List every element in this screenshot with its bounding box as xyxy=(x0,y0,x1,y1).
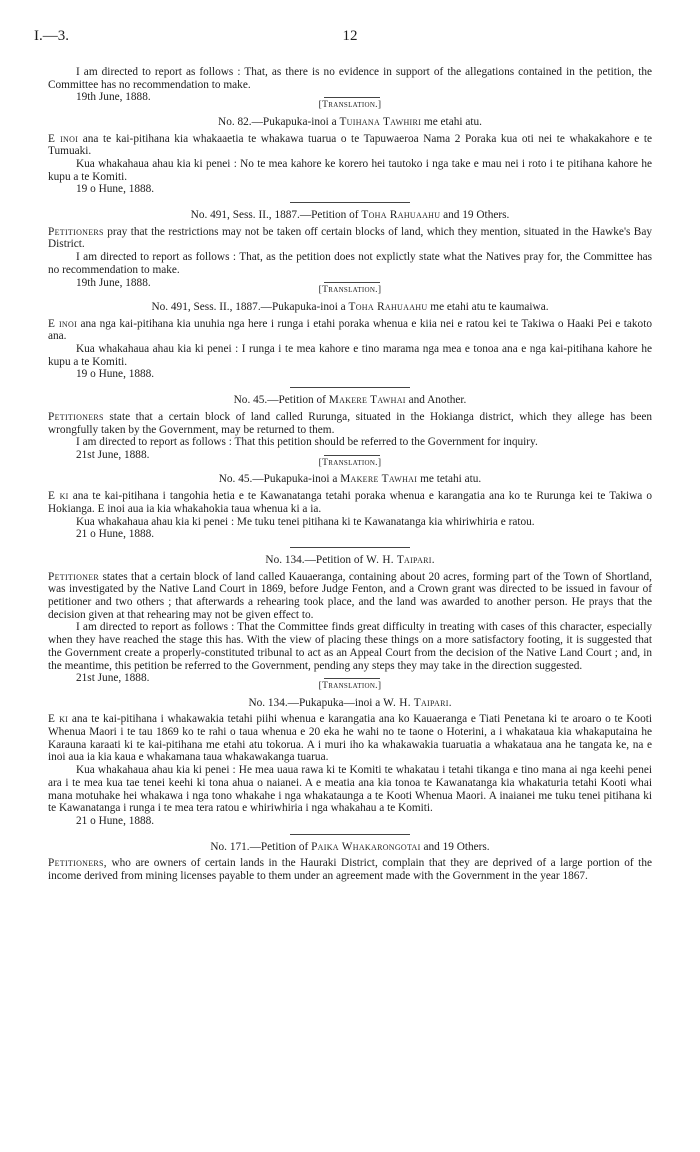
short-rule xyxy=(324,678,380,679)
petitioner-name: W. H. Taipari xyxy=(366,553,432,566)
paragraph-text: state that a certain block of land called Rurunga, situated in the Hokianga district, which they allege has been wrongfully taken by the Government, may be returned to them. xyxy=(48,410,652,436)
paragraph-lead: Petitioner xyxy=(48,570,100,583)
heading-number: No. 171.—Petition of xyxy=(210,840,309,853)
report-date: 19th June, 1888. xyxy=(76,91,151,104)
paragraph-text: ana te kai-pitihana kia whakaaetia te whakawa tuarua o te Tapuwaeroa Nama 2 Poraka kua oti nei te whakakahore e te Tumuaki. xyxy=(48,132,652,158)
paragraph-text: ana te kai-pitihana i whakawakia tetahi piihi whenua e karangatia ana ko Kauaeranga e Tiati Penetana ki te aroaro o te Kooti Whenua Maori i te tau 1869 ko te rahi o taua whenua e 20 eka he wahi no te taone o Hoterini, a i whakataua kia whakaputaina he Karauna karaati ki te kai-pitihana me etahi atu tokorua. A i muri iho ka whakawakia tuaruatia a whakataua ana he tangata ke, na e inoi aua ia kia kaua e whakamana taua whakawakanga tuarua. xyxy=(48,713,652,764)
paragraph-text: ana te kai-pitihana i tangohia hetia e te Kawanatanga tetahi poraka whenua e karangatia ana ko te Rurunga kei te Takiwa o Hokianga. E inoi aua ia kia whakahokia taua whenua ki a ia. xyxy=(48,490,653,515)
heading-suffix: . xyxy=(431,553,435,566)
report-paragraph: I am directed to report as follows : That this petition should be referred to the Government for inquiry. xyxy=(76,436,538,449)
petition-heading xyxy=(48,473,652,486)
translation-label: [Translation.] xyxy=(318,285,382,296)
heading-number: No. 491, Sess. II., 1887.—Petition of xyxy=(190,209,359,222)
petition-heading xyxy=(48,554,652,567)
translation-paragraph: Kua whakahaua ahau kia ki penei : I runga i te mea kahore e tino marama nga mea e tonoa ana e nga kai-pitihana kahore he kupu a te Komiti. xyxy=(48,343,652,368)
page-header xyxy=(34,28,666,48)
petitioner-name: Paika Whakarongotai xyxy=(311,840,421,853)
translation-date: 21 o Hune, 1888. xyxy=(76,528,155,541)
translation-label: [Translation.] xyxy=(318,100,382,111)
petition-paragraph xyxy=(48,571,652,622)
page-number: 12 xyxy=(342,28,358,44)
report-date: 21st June, 1888. xyxy=(76,672,150,685)
paragraph-lead: Petitioners, xyxy=(48,857,107,870)
section-rule xyxy=(290,547,410,548)
petition-heading xyxy=(48,841,652,854)
heading-suffix: and Another. xyxy=(408,394,467,407)
heading-suffix: me etahi atu te kaumaiwa. xyxy=(430,300,549,313)
heading-suffix: me etahi atu. xyxy=(423,115,482,128)
translation-paragraph: Kua whakahaua ahau kia ki penei : He mea uaua rawa ki te Komiti te whakatau i tetahi tikanga e tino mana ai nga keehi penei ara i te mea kua tae tenei keehi ki tona ahua o naianei. A e meatia ana kia tonoa te Kawanatanga kia whakaturia tetahi Kooti whai mana motuhake hei whakawa i nga tono whakahe i nga whakataunga a te Kooti Whenua Maori. A inaianei me tuku tenei pitihana ki te Kawanatanga i runga i te mea tera ratou e whiriwhiria i nga whakahau a te Komiti. xyxy=(48,764,652,815)
section-rule xyxy=(290,834,410,835)
heading-number: No. 134.—Pukapuka—inoi a xyxy=(248,696,381,709)
translation-date: 19 o Hune, 1888. xyxy=(76,368,155,381)
petition-heading xyxy=(48,209,652,222)
petitioner-name: Toha Rahuaahu xyxy=(361,209,441,222)
translation-paragraph xyxy=(48,490,652,515)
petitioner-name: Tuihana Tawhiri xyxy=(339,115,422,128)
translation-paragraph xyxy=(48,133,652,158)
petition-paragraph xyxy=(48,857,652,882)
petition-heading xyxy=(48,301,652,314)
petition-paragraph xyxy=(48,411,652,436)
petitioner-name: Makere Tawhai xyxy=(328,394,406,407)
translation-label: [Translation.] xyxy=(318,680,382,691)
paragraph-text: ana nga kai-pitihana kia unuhia nga here i runga i etahi poraka whenua e kiia nei e ratou kei te Takiwa o Haaki Pei e takoto ana. xyxy=(48,317,652,343)
heading-number: No. 491, Sess. II., 1887.—Pukapuka-inoi a xyxy=(151,300,346,313)
short-rule xyxy=(324,282,380,283)
paragraph-lead: E ki xyxy=(48,713,69,726)
paragraph-text: pray that the restrictions may not be taken off certain blocks of land, which they mention, situated in the Hawke's Bay District. xyxy=(48,225,652,251)
report-paragraph: I am directed to report as follows : That, as there is no evidence in support of the allegations contained in the petition, the Committee has no recommendation to make. xyxy=(48,66,652,91)
section-rule xyxy=(290,387,410,388)
translation-date: 19 o Hune, 1888. xyxy=(76,183,155,196)
paragraph-lead: E inoi xyxy=(48,132,79,145)
heading-number: No. 134.—Petition of xyxy=(265,553,364,566)
heading-suffix: and 19 Others. xyxy=(423,840,490,853)
paragraph-lead: Petitioners xyxy=(48,410,104,423)
short-rule xyxy=(324,455,380,456)
document-body xyxy=(48,66,652,883)
translation-paragraph xyxy=(48,713,652,764)
report-paragraph: I am directed to report as follows : That the Committee finds great difficulty in treating with cases of this character, especially when they have reached the stage this has. With the view of placing these things on a more satisfactory footing, it is suggested that the Government create a properly-constituted tribunal to act as an Appeal Court from the decision of the Native Land Court ; and, in the meantime, this petition be referred to the Government, pending any steps they may take in the direction suggested. xyxy=(48,621,652,672)
heading-suffix: and 19 Others. xyxy=(443,209,510,222)
section-rule xyxy=(290,202,410,203)
paragraph-lead: E inoi xyxy=(48,317,78,330)
paragraph-text: who are owners of certain lands in the Hauraki District, complain that they are deprived of a large portion of the income derived from mining licenses payable to them under an agreement made with the Government in the year 1867. xyxy=(48,857,652,883)
document-reference: I.—3. xyxy=(34,28,69,44)
translation-label: [Translation.] xyxy=(318,457,382,468)
translation-date: 21 o Hune, 1888. xyxy=(76,814,155,827)
report-date: 19th June, 1888. xyxy=(76,276,151,289)
heading-suffix: me tetahi atu. xyxy=(420,473,482,486)
heading-number: No. 82.—Pukapuka-inoi a xyxy=(218,115,337,128)
petition-paragraph xyxy=(48,226,652,251)
petition-heading xyxy=(48,697,652,710)
heading-suffix: . xyxy=(448,696,452,709)
petition-heading xyxy=(48,116,652,129)
report-paragraph: I am directed to report as follows : That, as the petition does not explictly state what the Natives pray for, the Committee has no recommendation to make. xyxy=(48,251,652,276)
petitioner-name: W. H. Taipari xyxy=(383,696,449,709)
paragraph-text: states that a certain block of land called Kauaeranga, containing about 20 acres, forming part of the Town of Shortland, was investigated by the Native Land Court in 1869, before Judge Fenton, and a Crown grant was directed to be issued in favour of petitioner and two others ; that afterwards a rehearing took place, and the land was awarded to another person. He prays that the decision given at that rehearing may not be given effect to. xyxy=(48,570,652,621)
short-rule xyxy=(324,97,380,98)
translation-paragraph: Kua whakahaua ahau kia ki penei : Me tuku tenei pitihana ki te Kawanatanga kia whiriwhiria e ratou. xyxy=(76,515,535,528)
petitioner-name: Makere Tawhai xyxy=(340,473,418,486)
heading-number: No. 45.—Petition of xyxy=(233,394,326,407)
translation-paragraph: Kua whakahaua ahau kia ki penei : No te mea kahore ke korero hei tautoko i nga take e mau nei i roto i te pitihana kahore he kupu a te Komiti. xyxy=(48,157,652,183)
paragraph-lead: E ki xyxy=(48,490,69,503)
petitioner-name: Toha Rahuaahu xyxy=(348,300,428,313)
heading-number: No. 45.—Pukapuka-inoi a xyxy=(218,473,338,486)
translation-paragraph xyxy=(48,318,652,343)
petition-heading xyxy=(48,394,652,407)
paragraph-lead: Petitioners xyxy=(48,225,104,238)
report-date: 21st June, 1888. xyxy=(76,448,150,461)
